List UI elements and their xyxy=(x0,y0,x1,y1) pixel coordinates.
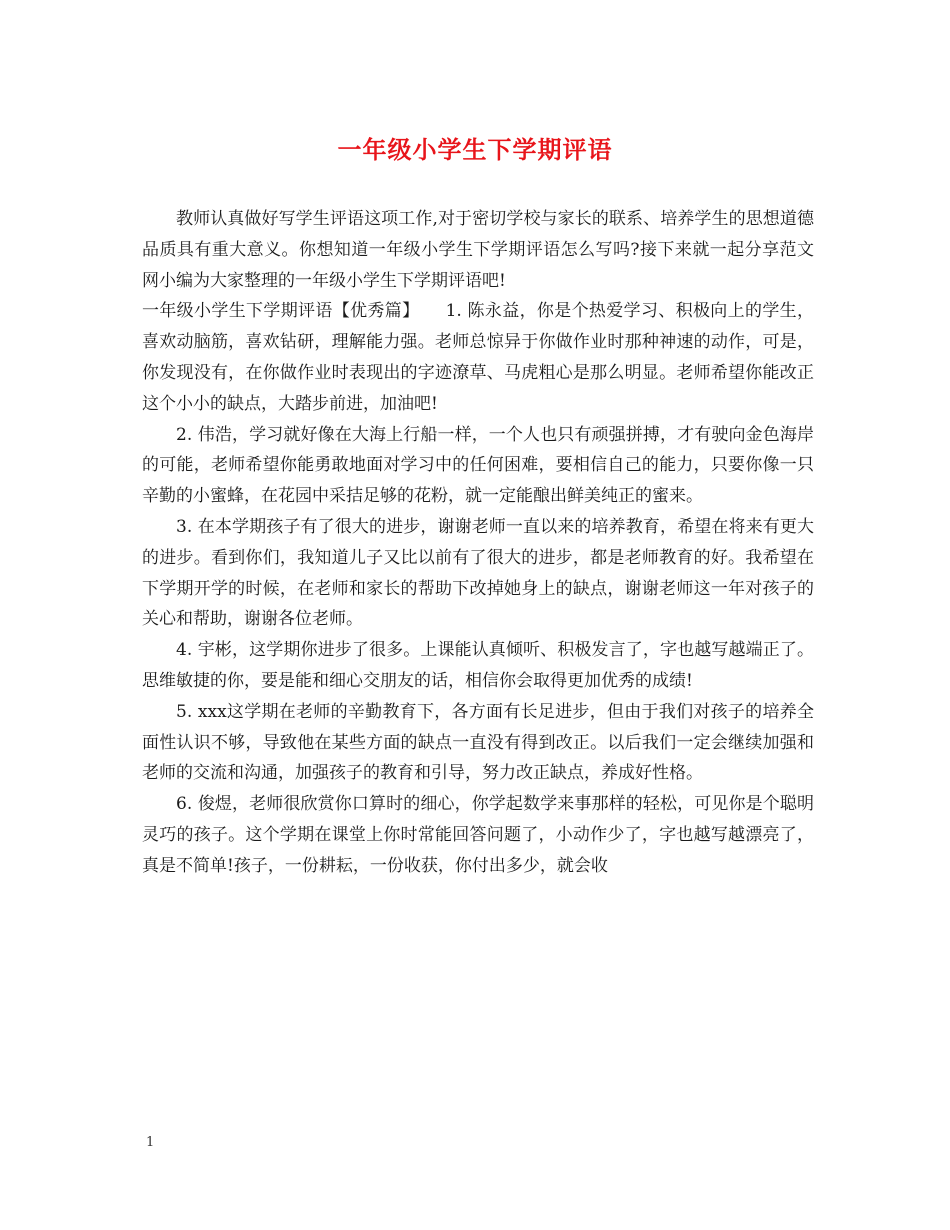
paragraph-section-excellent: 一年级小学生下学期评语【优秀篇】 1. 陈永益，你是个热爱学习、积极向上的学生，喜欢动脑筋，喜欢钻研，理解能力强。老师总惊异于你做作业时那种神速的动作，可是，你发现没有，在你做作业时表现出的字迹潦草、马虎粗心是那么明显。老师希望你能改正这个小小的缺点，大踏步前进，加油吧! xyxy=(142,301,814,414)
paragraph-comment-6: 6. 俊煜，老师很欣赏你口算时的细心，你学起数学来事那样的轻松，可见你是个聪明灵巧的孩子。这个学期在课堂上你时常能回答问题了，小动作少了，字也越写越漂亮了，真是不简单!孩子，一份耕耘，一份收获，你付出多少，就会收 xyxy=(142,794,814,876)
document-title: 一年级小学生下学期评语 xyxy=(337,135,613,164)
paragraph-comment-2: 2. 伟浩，学习就好像在大海上行船一样，一个人也只有顽强拼搏，才有驶向金色海岸的可能，老师希望你能勇敢地面对学习中的任何困难，要相信自己的能力，只要你像一只辛勤的小蜜蜂，在花园中采拮足够的花粉，就一定能酿出鲜美纯正的蜜来。 xyxy=(142,424,814,507)
paragraph-intro: 教师认真做好写学生评语这项工作,对于密切学校与家长的联系、培养学生的思想道德品质具有重大意义。你想知道一年级小学生下学期评语怎么写吗?接下来就一起分享范文网小编为大家整理的一年级小学生下学期评语吧! xyxy=(142,209,814,291)
paragraph-comment-5: 5. xxx这学期在老师的辛勤教育下，各方面有长足进步，但由于我们对孩子的培养全面性认识不够，导致他在某些方面的缺点一直没有得到改正。以后我们一定会继续加强和老师的交流和沟通，加强孩子的教育和引导，努力改正缺点，养成好性格。 xyxy=(142,701,814,784)
page-number: 1 xyxy=(146,1135,155,1150)
document-body xyxy=(142,204,814,882)
paragraph-comment-3: 3. 在本学期孩子有了很大的进步，谢谢老师一直以来的培养教育，希望在将来有更大的进步。看到你们，我知道儿子又比以前有了很大的进步，都是老师教育的好。我希望在下学期开学的时候，在老师和家长的帮助下改掉她身上的缺点，谢谢老师这一年对孩子的关心和帮助，谢谢各位老师。 xyxy=(142,516,814,630)
paragraph-comment-4: 4. 宇彬，这学期你进步了很多。上课能认真倾听、积极发言了，字也越写越端正了。思维敏捷的你，要是能和细心交朋友的话，相信你会取得更加优秀的成绩! xyxy=(142,640,814,691)
